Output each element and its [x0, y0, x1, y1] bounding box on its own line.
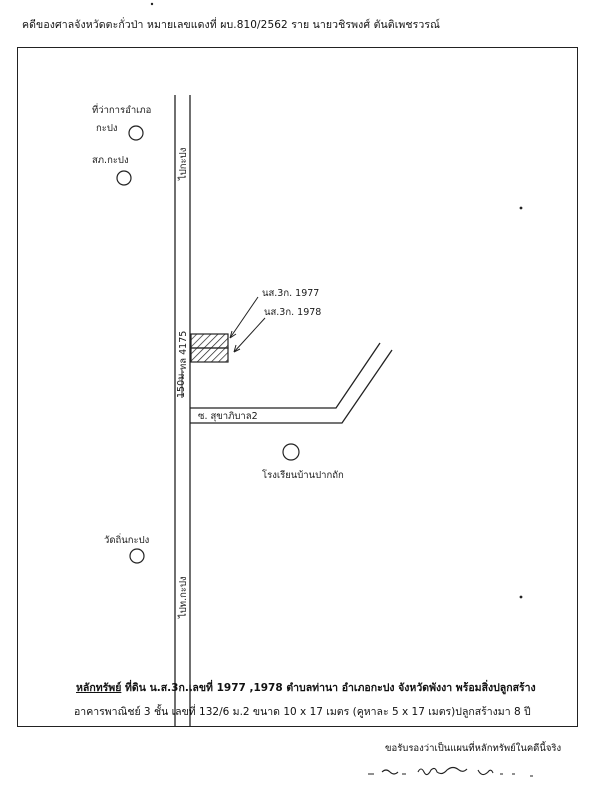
- certification-text: ขอรับรองว่าเป็นแผนที่หลักทรัพย์ในคดีนี้จริง: [385, 743, 562, 754]
- district-office-marker: [129, 126, 143, 140]
- temple-marker: [130, 549, 144, 563]
- district-office-label: ที่ว่าการอำเภอ: [92, 105, 152, 116]
- parcel-1977: [191, 334, 228, 348]
- kapong-top-label: ไปกะปง: [178, 147, 189, 180]
- school-label: โรงเรียนบ้านปากถัก: [262, 470, 344, 481]
- parcel-1978: [191, 348, 228, 362]
- district-office-label-2: กะปง: [96, 123, 118, 134]
- collateral-caption-line2: อาคารพาณิชย์ 3 ชั้น เลขที่ 132/6 ม.2 ขนาด 10 x 17 เมตร (คูหาละ 5 x 17 เมตร)ปลูกสร้างมา 8 ปี: [74, 706, 531, 718]
- signature: [360, 760, 550, 786]
- property-parcels: [191, 334, 228, 362]
- police-station-marker: [117, 171, 131, 185]
- collateral-caption-line1: [76, 679, 536, 696]
- collateral-details: ที่ดิน น.ส.3ก.เลขที่ 1977 ,1978 ตำบลท่านา อำเภอกะปง จังหวัดพังงา พร้อมสิ่งปลูกสร้าง: [121, 682, 536, 694]
- kapong-bottom-label: ไปท.กะปง: [178, 576, 189, 618]
- collateral-label: หลักทรัพย์: [76, 682, 122, 694]
- case-header: คดีของศาลจังหวัดตะกั่วป่า หมายเลขแดงที่ ผบ.810/2562 ราย นายวชิรพงศ์ ตันติเพชรวรณ์: [22, 19, 440, 31]
- main-road: [175, 95, 190, 726]
- parcel-arrows: [230, 297, 265, 352]
- road-name-label: ทล 4175: [178, 330, 189, 370]
- deed-1978-label: นส.3ก. 1978: [264, 307, 322, 318]
- distance-label: 150ม.: [176, 370, 187, 398]
- deed-1977-label: นส.3ก. 1977: [262, 288, 320, 299]
- temple-label: วัดถิ่นกะปง: [104, 535, 150, 546]
- police-label: สภ.กะปง: [92, 155, 129, 166]
- soi-label: ซ. สุขาภิบาล2: [198, 411, 258, 422]
- school-marker: [283, 444, 299, 460]
